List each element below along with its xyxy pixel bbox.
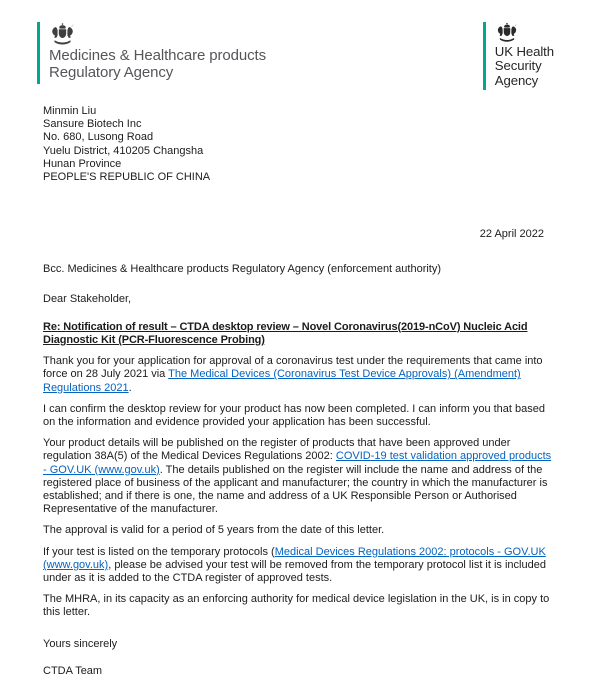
letter-body bbox=[0, 105, 600, 678]
ukhsa-name-line2: Security bbox=[494, 58, 542, 74]
recipient-street: No. 680, Lusong Road bbox=[43, 131, 154, 144]
recipient-country: PEOPLE'S REPUBLIC OF CHINA bbox=[43, 171, 211, 184]
paragraph-validity: The approval is valid for a period of 5 years from the date of this letter. bbox=[43, 524, 385, 537]
mhra-logo bbox=[37, 22, 266, 84]
subject-heading: Re: Notification of result – CTDA desktop review – Novel Coronavirus(2019-nCoV) Nucleic Acid Diagnostic Kit (PCR-Fluorescence Probing) bbox=[43, 320, 528, 347]
paragraph-mhra-copy: The MHRA, in its capacity as an enforcing authority for medical device legislation in the UK, is in copy to this letter. bbox=[43, 593, 550, 619]
letter-date: 22 April 2022 bbox=[479, 228, 544, 241]
recipient-company: Sansure Biotech Inc bbox=[43, 118, 142, 131]
valediction: Yours sincerely bbox=[43, 637, 118, 650]
mhra-name bbox=[49, 48, 266, 81]
ukhsa-logo bbox=[483, 22, 554, 90]
mhra-logo-bar bbox=[37, 22, 40, 84]
paragraph-protocols-text: If your test is listed on the temporary protocols ( bbox=[43, 545, 275, 558]
ukhsa-name bbox=[495, 45, 554, 88]
letterhead bbox=[0, 0, 600, 90]
recipient-name: Minmin Liu bbox=[43, 105, 97, 117]
ukhsa-logo-bar bbox=[483, 22, 486, 90]
royal-crest-icon bbox=[495, 22, 519, 42]
link-approved-products-register[interactable]: COVID-19 test validation approved products - GOV.UK (www.gov.uk) bbox=[43, 450, 552, 476]
mhra-name-line2: Regulatory Agency bbox=[49, 63, 174, 81]
link-temporary-protocols[interactable]: Medical Devices Regulations 2002: protocols - GOV.UK (www.gov.uk) bbox=[43, 545, 546, 571]
royal-crest-icon bbox=[49, 22, 76, 45]
ukhsa-name-line3: Agency bbox=[494, 72, 539, 88]
recipient-province: Hunan Province bbox=[43, 157, 122, 170]
paragraph-thanks bbox=[43, 355, 555, 395]
paragraph-confirmation: I can confirm the desktop review for your product has now been completed. I can inform you that based on the information and evidence provided your application has been successful. bbox=[43, 402, 545, 429]
link-ctda-amendment-regulations[interactable]: The Medical Devices (Coronavirus Test Device Approvals) (Amendment) Regulations 2021 bbox=[43, 368, 521, 394]
bcc-line: Bcc. Medicines & Healthcare products Regulatory Agency (enforcement authority) bbox=[43, 263, 442, 276]
recipient-district: Yuelu District, 410205 Changsha bbox=[43, 144, 204, 157]
paragraph-protocols-tail: , please be advised your test will be removed from the temporary protocol list it is included under as it is added to the CTDA register of approved tests. bbox=[43, 558, 546, 585]
recipient-address bbox=[43, 105, 557, 184]
paragraph-register bbox=[43, 437, 555, 516]
paragraph-protocols bbox=[43, 546, 555, 586]
paragraph-register-text: Your product details will be published on the register of products that have been approved under regulation 38A(5) of the Medical Devices Regulations 2002: bbox=[43, 437, 511, 463]
mhra-name-line1: Medicines & Healthcare products bbox=[49, 47, 267, 64]
paragraph-thanks-period: . bbox=[128, 381, 132, 394]
ukhsa-name-line1: UK Health bbox=[494, 44, 554, 59]
signature: CTDA Team bbox=[43, 664, 103, 677]
paragraph-register-tail: . The details published on the register will include the name and address of the registered place of business of the applicant and manufacturer; the country in which the manufacturer is established; and if there is one, the name and address of a UK Responsible Person or Authorised Representative of the manufacturer. bbox=[43, 463, 548, 516]
salutation: Dear Stakeholder, bbox=[43, 292, 132, 305]
paragraph-thanks-text: Thank you for your application for approval of a coronavirus test under the requirements that came into force on 28 July 2021 via bbox=[43, 355, 543, 381]
